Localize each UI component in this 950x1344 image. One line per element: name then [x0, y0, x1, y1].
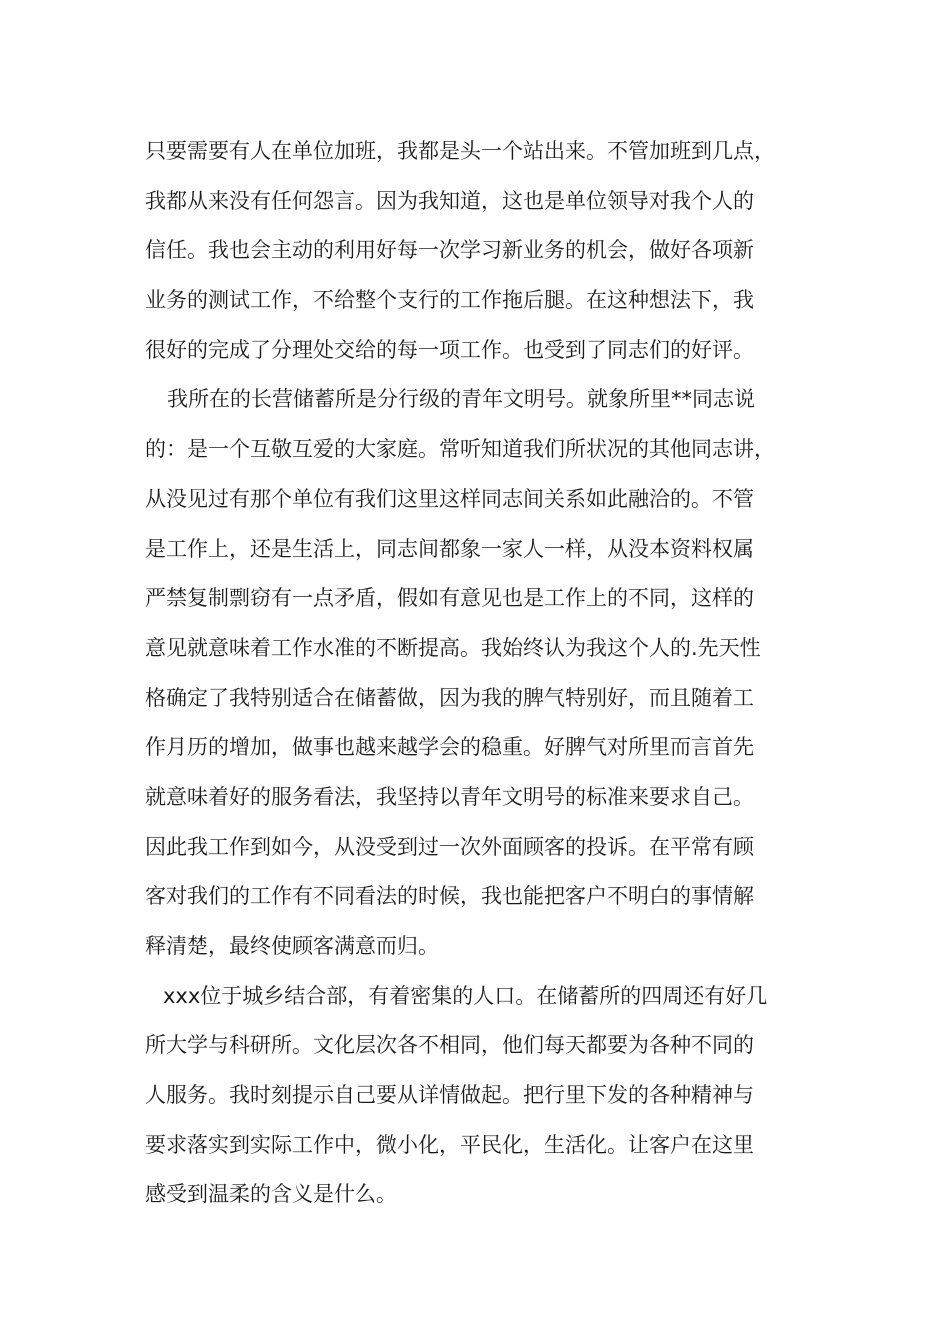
text-line: 意见就意味着工作水准的不断提高。我始终认为我这个人的.先天性: [145, 635, 761, 660]
text-line: 要求落实到实际工作中，微小化，平民化，生活化。让客户在这里: [145, 1132, 754, 1157]
text-line: 人服务。我时刻提示自己要从详情做起。把行里下发的各种精神与: [145, 1083, 754, 1108]
text-line: 业务的测试工作，不给整个支行的工作拖后腿。在这种想法下，我: [145, 288, 754, 313]
text-line: 客对我们的工作有不同看法的时候，我也能把客户不明白的事情解: [145, 884, 754, 909]
text-line: 只要需要有人在单位加班，我都是头一个站出来。不管加班到几点，: [145, 139, 775, 163]
text-line: 作月历的增加，做事也越来越学会的稳重。好脾气对所里而言首先: [145, 735, 754, 760]
text-line: 因此我工作到如今，从没受到过一次外面顾客的投诉。在平常有顾: [145, 834, 754, 859]
text-line: 是工作上，还是生活上，同志间都象一家人一样，从没本资料权属: [145, 536, 754, 561]
text-line: 我都从来没有任何怨言。因为我知道，这也是单位领导对我个人的: [145, 188, 754, 213]
text-line: 从没见过有那个单位有我们这里这样同志间关系如此融洽的。不管: [145, 486, 754, 511]
text-line: 感受到温柔的含义是什么。: [145, 1182, 397, 1207]
text-line: 严禁复制剽窃有一点矛盾，假如有意见也是工作上的不同，这样的: [145, 586, 754, 611]
text-line: 信任。我也会主动的利用好每一次学习新业务的机会，做好各项新: [145, 238, 754, 263]
text-line: 的：是一个互敬互爱的大家庭。常听知道我们所状况的其他同志讲，: [145, 437, 775, 462]
text-line: 释清楚，最终使顾客满意而归。: [145, 934, 439, 958]
text-line: 就意味着好的服务看法，我坚持以青年文明号的标准来要求自己。: [145, 784, 754, 809]
text-line: 所大学与科研所。文化层次各不相同，他们每天都要为各种不同的: [145, 1033, 754, 1058]
text-line: 格确定了我特别适合在储蓄做，因为我的脾气特别好，而且随着工: [145, 685, 754, 710]
body-text: [145, 127, 845, 1220]
paragraph-start-line: 我所在的长营储蓄所是分行级的青年文明号。就象所里**同志说: [167, 387, 755, 412]
text-line: 很好的完成了分理处交给的每一项工作。也受到了同志们的好评。: [145, 337, 754, 362]
paragraph-start-line: xxx位于城乡结合部，有着密集的人口。在储蓄所的四周还有好几: [163, 983, 768, 1008]
